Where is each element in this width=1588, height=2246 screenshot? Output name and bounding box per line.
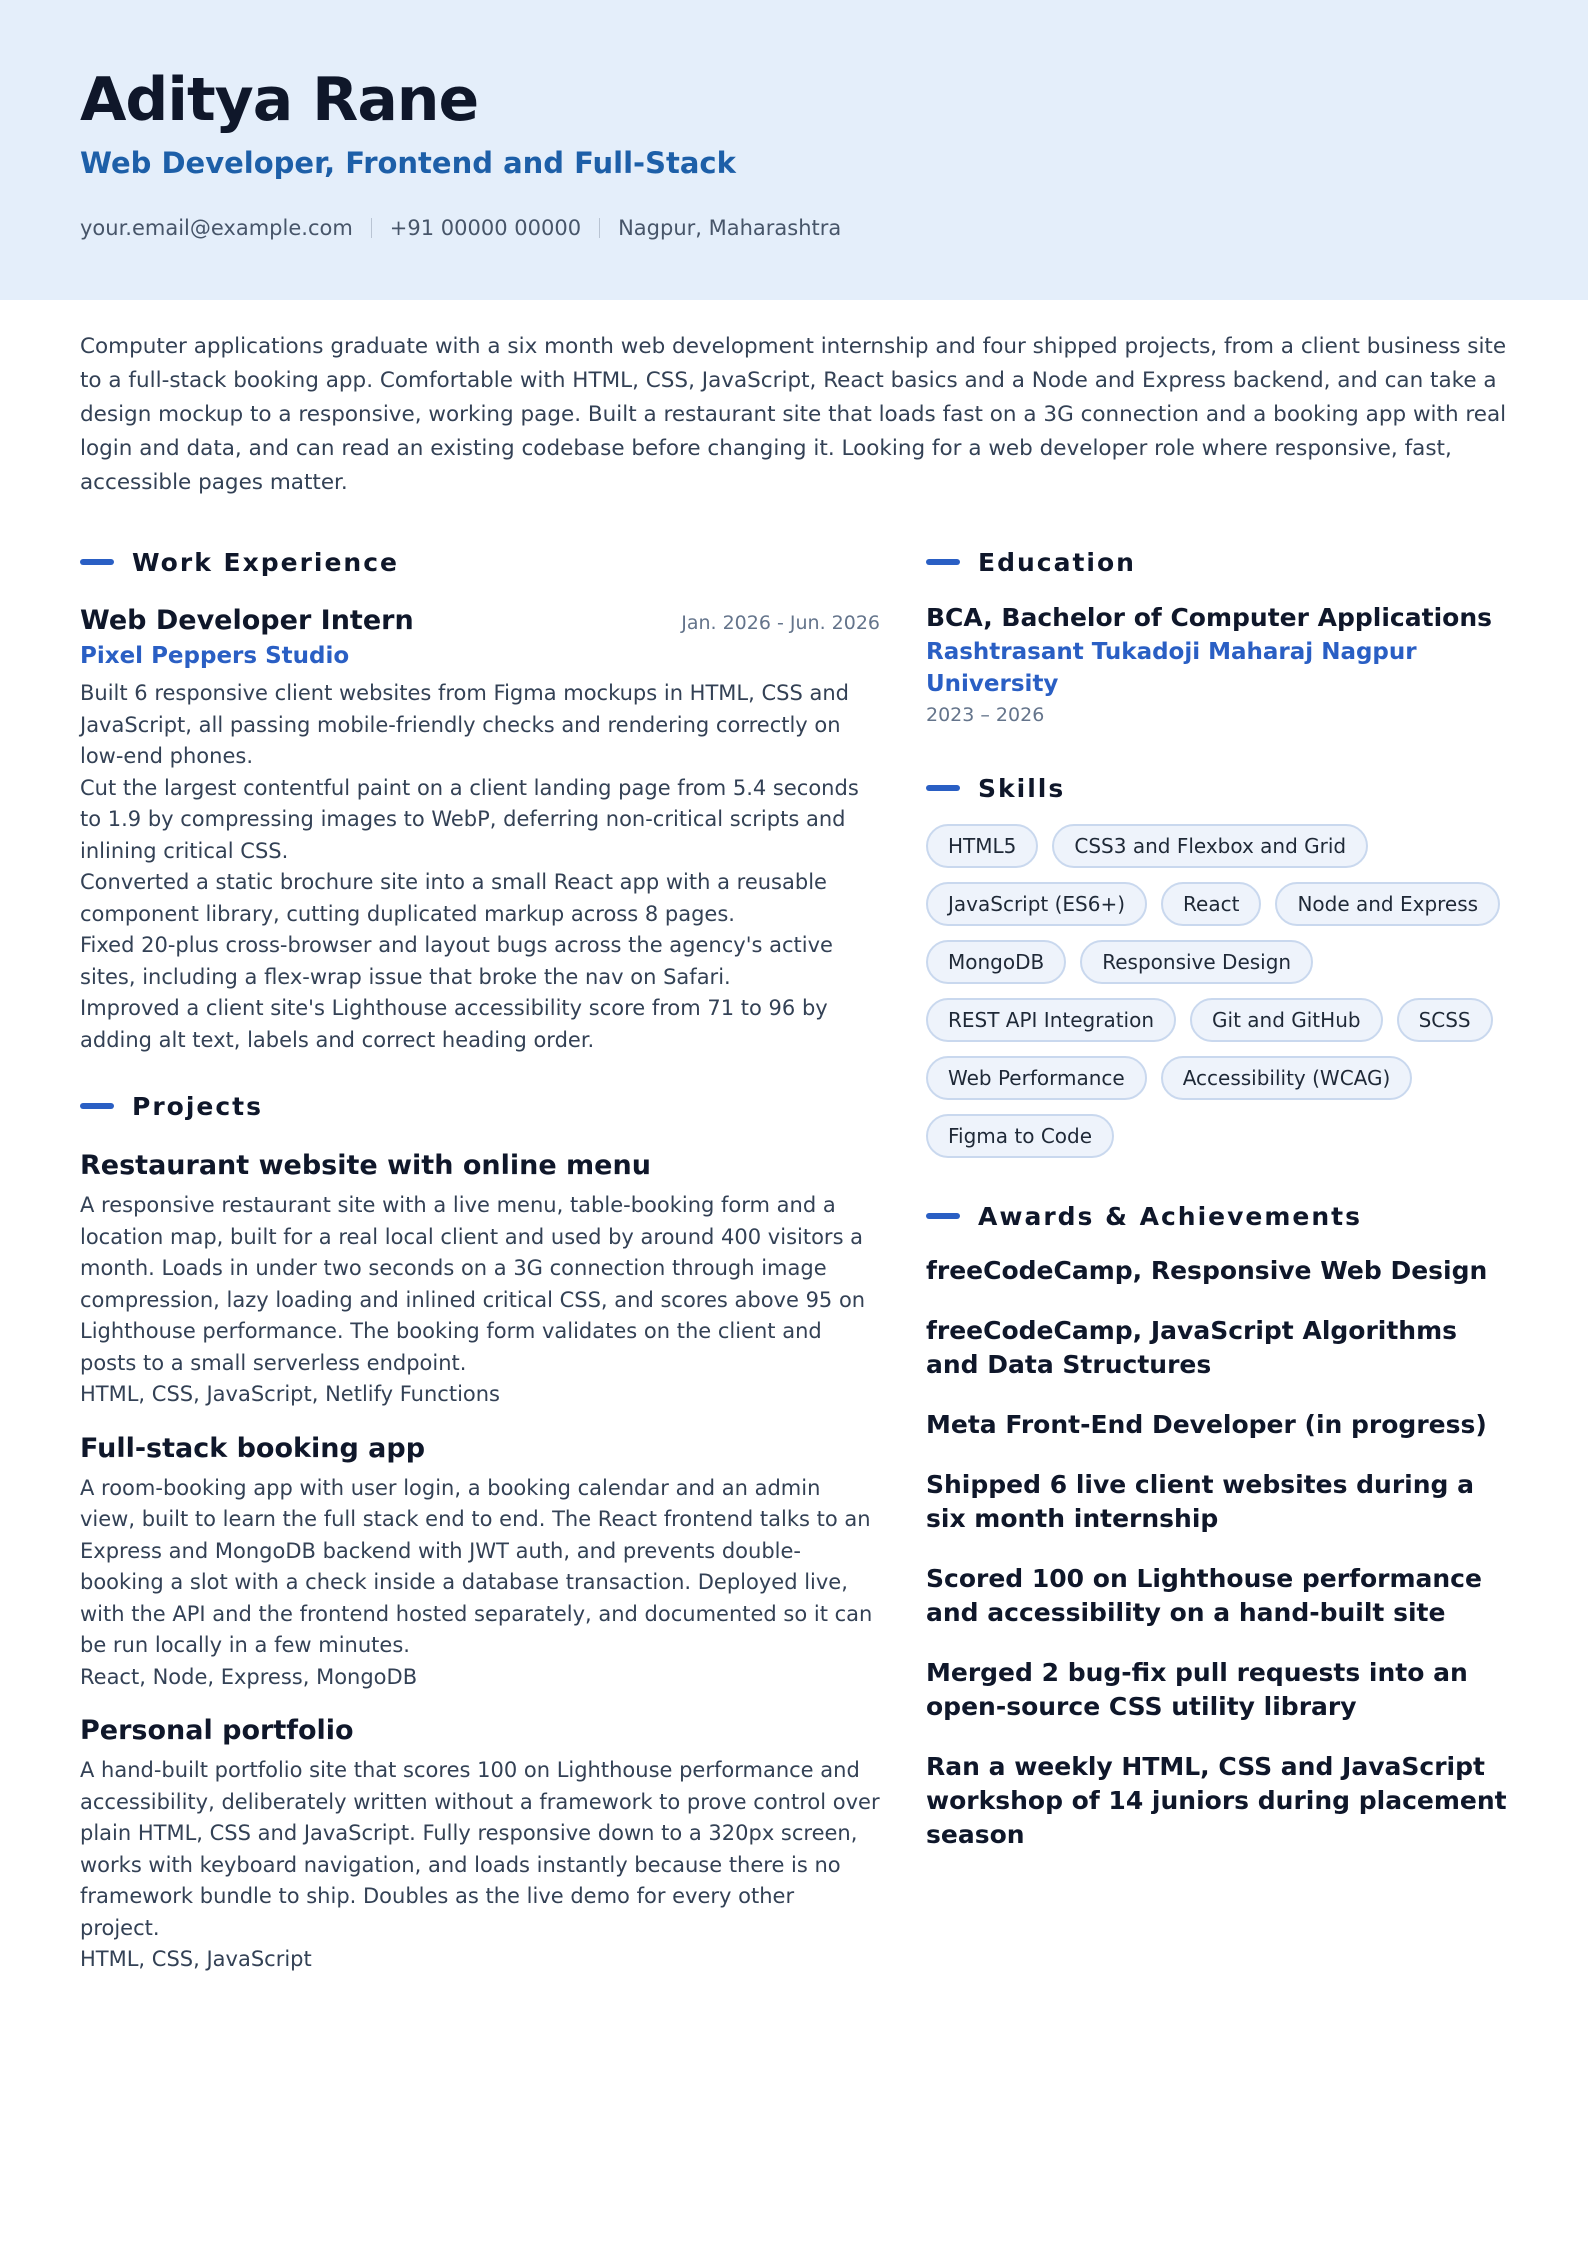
resume-header xyxy=(0,0,1588,300)
skill-chip: JavaScript (ES6+) xyxy=(926,882,1147,926)
award-item: Ran a weekly HTML, CSS and JavaScript workshop of 14 juniors during placement season xyxy=(926,1752,1507,1849)
project-entry xyxy=(80,1146,880,1411)
project-title: Full-stack booking app xyxy=(80,1432,426,1464)
education-years: 2023 – 2026 xyxy=(926,704,1045,726)
skill-chip: Node and Express xyxy=(1275,882,1500,926)
contact-location: Nagpur, Maharashtra xyxy=(618,216,842,240)
award-item: Meta Front-End Developer (in progress) xyxy=(926,1410,1487,1439)
project-description: A hand-built portfolio site that scores 100 on Lighthouse performance and accessibility, deliberately written without a framework to prove control over plain HTML, CSS and JavaScript. Fully responsive down to a 320px screen, works with keyboard navigation, and loads instantly because there is no framework bundle to ship. Doubles as the live demo for every other project. xyxy=(80,1758,880,1940)
left-column xyxy=(80,540,880,1976)
achievement-item: Fixed 20-plus cross-browser and layout bugs across the agency's active sites, including a flex-wrap issue that broke the nav on Safari. xyxy=(80,933,833,989)
project-title: Personal portfolio xyxy=(80,1715,354,1746)
job-title: Web Developer Intern xyxy=(80,605,414,636)
award-item: Scored 100 on Lighthouse performance and accessibility on a hand-built site xyxy=(926,1564,1482,1627)
project-entry xyxy=(80,1429,880,1694)
education-degree: BCA, Bachelor of Computer Applications xyxy=(926,603,1492,632)
awards-list xyxy=(926,1254,1516,1852)
project-title: Restaurant website with online menu xyxy=(80,1150,651,1181)
job-entry xyxy=(80,602,880,1056)
section-heading-skills: Skills xyxy=(926,766,1516,810)
achievement-item: Improved a client site's Lighthouse accessibility score from 71 to 96 by adding alt text, labels and correct heading order. xyxy=(80,996,828,1052)
section-heading-education: Education xyxy=(926,540,1516,584)
education-school: Rashtrasant Tukadoji Maharaj Nagpur University xyxy=(926,639,1417,697)
job-dates: Jan. 2026 - Jun. 2026 xyxy=(681,612,880,634)
skill-chip: REST API Integration xyxy=(926,998,1176,1042)
contact-line xyxy=(80,213,841,243)
skill-chip: HTML5 xyxy=(926,824,1038,868)
project-entry xyxy=(80,1711,880,1976)
award-item: Shipped 6 live client websites during a six month internship xyxy=(926,1470,1475,1533)
right-column xyxy=(926,540,1516,1878)
skills-list xyxy=(926,824,1516,1158)
project-tech-stack: HTML, CSS, JavaScript xyxy=(80,1947,312,1971)
section-accent-bar xyxy=(80,559,114,565)
project-description: A responsive restaurant site with a live menu, table-booking form and a location map, built for a real local client and used by around 400 visitors a month. Loads in under two seconds on a 3G connection through image compression, lazy loading and inlined critical CSS, and scores above 95 on Lighthouse performance. The booking form validates on the client and posts to a small serverless endpoint. xyxy=(80,1193,866,1375)
skill-chip: Git and GitHub xyxy=(1190,998,1383,1042)
candidate-role: Web Developer, Frontend and Full-Stack xyxy=(80,146,736,180)
candidate-name: Aditya Rane xyxy=(80,65,479,135)
project-tech-stack: HTML, CSS, JavaScript, Netlify Functions xyxy=(80,1382,500,1406)
project-description: A room-booking app with user login, a booking calendar and an admin view, built to learn the full stack end to end. The React frontend talks to an Express and MongoDB backend with JWT auth, and prevents double-booking a slot with a check inside a database transaction. Deployed live, with the API and the frontend hosted separately, and documented so it can be run locally in a few minutes. xyxy=(80,1475,873,1657)
job-achievements xyxy=(80,678,880,1056)
skill-chip: Accessibility (WCAG) xyxy=(1161,1056,1413,1100)
section-heading-projects: Projects xyxy=(80,1084,880,1128)
award-item: freeCodeCamp, Responsive Web Design xyxy=(926,1256,1488,1285)
contact-phone: +91 00000 00000 xyxy=(389,216,582,240)
section-heading-awards: Awards & Achievements xyxy=(926,1194,1516,1238)
achievement-item: Cut the largest contentful paint on a client landing page from 5.4 seconds to 1.9 by compressing images to WebP, deferring non-critical scripts and inlining critical CSS. xyxy=(80,775,859,863)
award-item: Merged 2 bug-fix pull requests into an open-source CSS utility library xyxy=(926,1658,1468,1721)
section-accent-bar xyxy=(80,1103,114,1109)
achievement-item: Converted a static brochure site into a small React app with a reusable component library, cutting duplicated markup across 8 pages. xyxy=(80,870,827,926)
contact-divider xyxy=(371,218,372,238)
skill-chip: SCSS xyxy=(1397,998,1493,1042)
skill-chip: React xyxy=(1161,882,1261,926)
section-accent-bar xyxy=(926,559,960,565)
skill-chip: Responsive Design xyxy=(1080,940,1313,984)
achievement-item: Built 6 responsive client websites from Figma mockups in HTML, CSS and JavaScript, all passing mobile-friendly checks and rendering correctly on low-end phones. xyxy=(80,681,849,768)
section-accent-bar xyxy=(926,1213,960,1219)
skill-chip: Figma to Code xyxy=(926,1114,1114,1158)
job-company: Pixel Peppers Studio xyxy=(80,643,350,669)
section-accent-bar xyxy=(926,785,960,791)
project-tech-stack: React, Node, Express, MongoDB xyxy=(80,1664,418,1689)
skill-chip: CSS3 and Flexbox and Grid xyxy=(1052,824,1368,868)
award-item: freeCodeCamp, JavaScript Algorithms and Data Structures xyxy=(926,1316,1458,1379)
contact-divider xyxy=(599,218,600,238)
contact-email: your.email@example.com xyxy=(80,216,353,240)
professional-summary: Computer applications graduate with a six month web development internship and four shipped projects, from a client business site to a full-stack booking app. Comfortable with HTML, CSS, JavaScript, React basics and a Node and Express backend, and can take a design mockup to a responsive, working page. Built a restaurant site that loads fast on a 3G connection and a booking app with real login and data, and can read an existing codebase before changing it. Looking for a web developer role where responsive, fast, accessible pages matter. xyxy=(80,334,1507,495)
skill-chip: Web Performance xyxy=(926,1056,1147,1100)
skill-chip: MongoDB xyxy=(926,940,1066,984)
section-heading-work-experience: Work Experience xyxy=(80,540,880,584)
